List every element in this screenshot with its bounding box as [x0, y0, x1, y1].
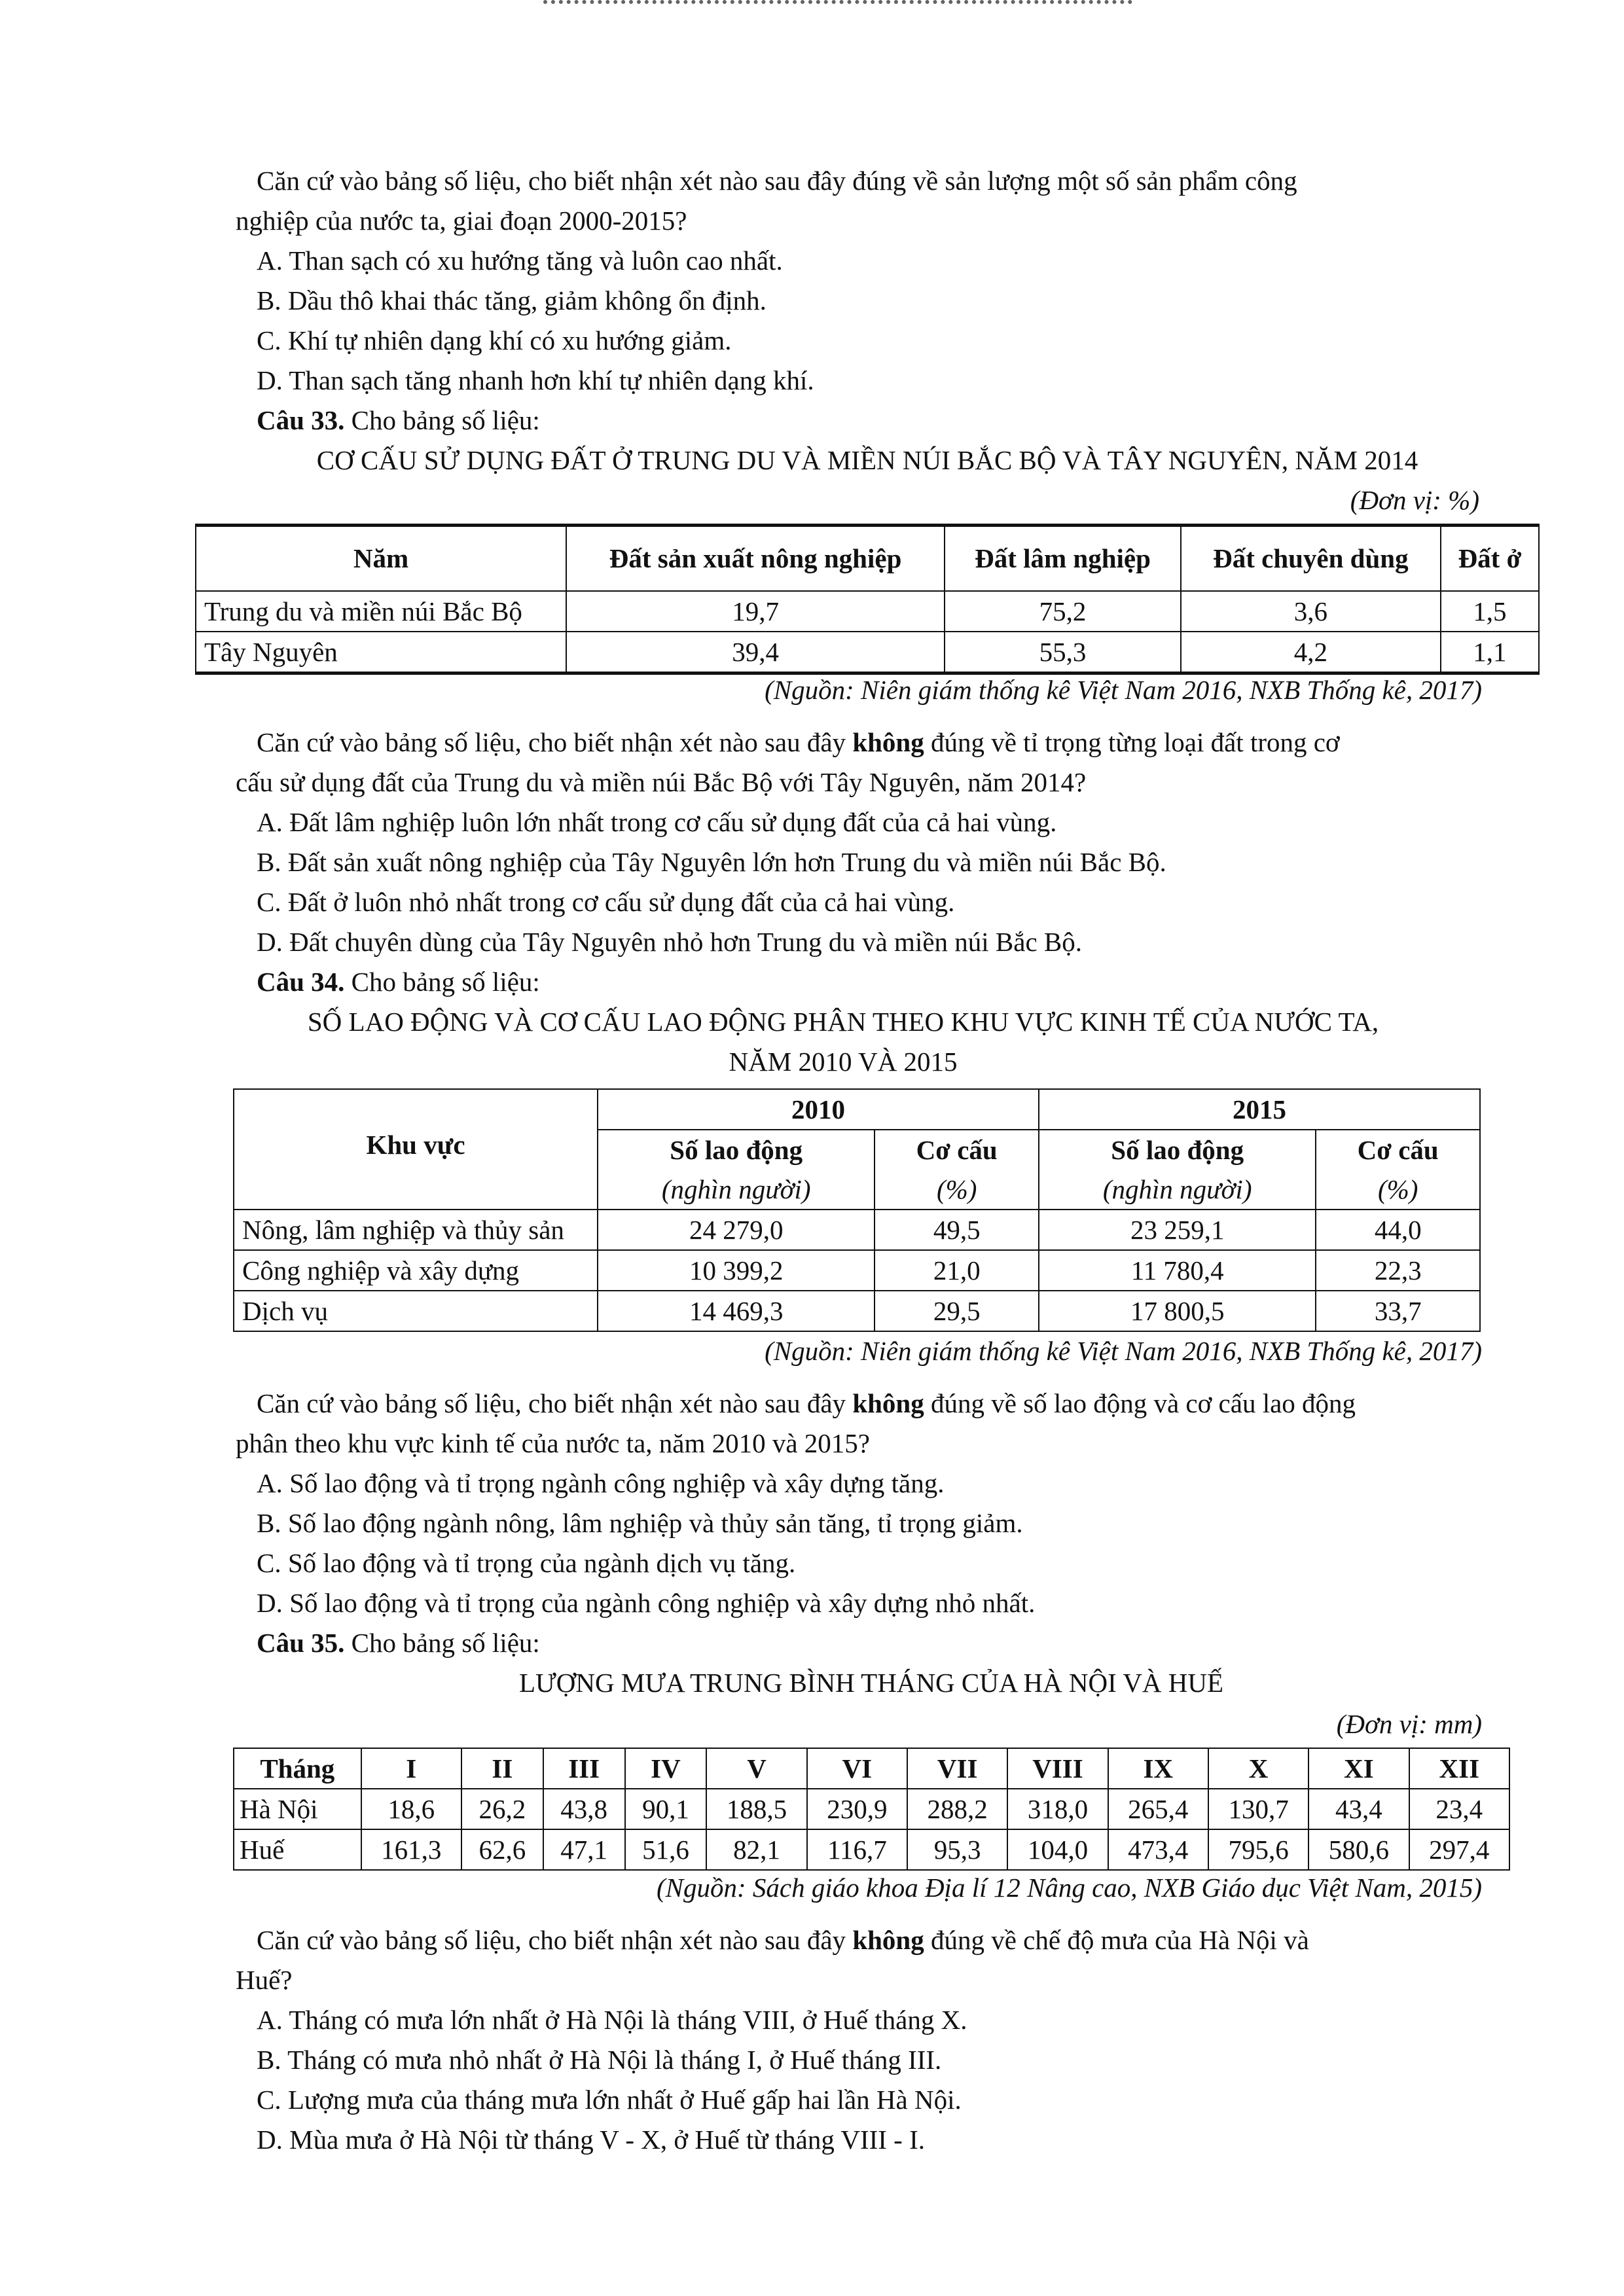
table-row — [234, 1250, 1480, 1291]
cell: 33,7 — [1316, 1291, 1480, 1331]
q32-stem-line1: Căn cứ vào bảng số liệu, cho biết nhận xét nào sau đây đúng về sản lượng một số sản phẩm công — [257, 166, 1297, 196]
q35-header: II — [461, 1748, 543, 1789]
q35-header: IX — [1108, 1748, 1208, 1789]
q32-option-b: B. Dầu thô khai thác tăng, giảm không ổn định. — [257, 285, 767, 315]
cell: 3,6 — [1181, 591, 1441, 632]
q33-table — [195, 524, 1540, 675]
cell: Trung du và miền núi Bắc Bộ — [196, 591, 566, 632]
cell: 29,5 — [875, 1291, 1039, 1331]
q33-intro: Cho bảng số liệu: — [344, 405, 540, 435]
q35-heading: Câu 35. Cho bảng số liệu: — [257, 1628, 540, 1658]
cell: 318,0 — [1007, 1789, 1108, 1829]
cell: 10 399,2 — [598, 1250, 875, 1291]
q34-unit: (%) — [1316, 1170, 1480, 1210]
q33-label: Câu 33. — [257, 405, 345, 435]
table-row — [234, 1789, 1509, 1829]
q33-source: (Nguồn: Niên giám thống kê Việt Nam 2016, NXB Thống kê, 2017) — [765, 675, 1482, 705]
q34-option-c: C. Số lao động và tỉ trọng của ngành dịch vụ tăng. — [257, 1548, 796, 1578]
q34-unit: (nghìn người) — [1039, 1170, 1316, 1210]
cell: 580,6 — [1308, 1829, 1409, 1870]
q34-unit: (nghìn người) — [598, 1170, 875, 1210]
q33-heading — [257, 404, 1507, 436]
cell: 43,4 — [1308, 1789, 1409, 1829]
q33-header: Đất ở — [1441, 526, 1539, 591]
cell: 17 800,5 — [1039, 1291, 1316, 1331]
cell: Tây Nguyên — [196, 632, 566, 673]
q34-header-share: Cơ cấu — [875, 1130, 1039, 1170]
cell: 47,1 — [543, 1829, 625, 1870]
cell: 161,3 — [361, 1829, 461, 1870]
cell: 62,6 — [461, 1829, 543, 1870]
q35-header: III — [543, 1748, 625, 1789]
cell: 90,1 — [625, 1789, 707, 1829]
q32-option-d: D. Than sạch tăng nhanh hơn khí tự nhiên dạng khí. — [257, 365, 814, 395]
table-row — [234, 1291, 1480, 1331]
table-row — [234, 1829, 1509, 1870]
cell: 26,2 — [461, 1789, 543, 1829]
cell: Công nghiệp và xây dựng — [234, 1250, 598, 1291]
q35-table — [233, 1748, 1510, 1871]
q33-table-title: CƠ CẤU SỬ DỤNG ĐẤT Ở TRUNG DU VÀ MIỀN NÚI BẮC BỘ VÀ TÂY NGUYÊN, NĂM 2014 — [316, 445, 1418, 475]
q34-header-share: Cơ cấu — [1316, 1130, 1480, 1170]
q35-unit: (Đơn vị: mm) — [1336, 1709, 1482, 1739]
cell: 4,2 — [1181, 632, 1441, 673]
q33-header: Đất chuyên dùng — [1181, 526, 1441, 591]
q34-unit: (%) — [875, 1170, 1039, 1210]
q35-header: XI — [1308, 1748, 1409, 1789]
cell: 82,1 — [706, 1829, 806, 1870]
q35-header: VI — [807, 1748, 907, 1789]
table-row — [234, 1210, 1480, 1250]
q35-option-a: A. Tháng có mưa lớn nhất ở Hà Nội là tháng VIII, ở Huế tháng X. — [257, 2005, 967, 2035]
q34-header-region: Khu vực — [234, 1089, 598, 1210]
cell: 51,6 — [625, 1829, 707, 1870]
q33-header: Năm — [196, 526, 566, 591]
q35-stem-line2: Huế? — [236, 1965, 293, 1995]
q33-option-c: C. Đất ở luôn nhỏ nhất trong cơ cấu sử dụng đất của cả hai vùng. — [257, 887, 955, 917]
q33-stem-line2: cấu sử dụng đất của Trung du và miền núi Bắc Bộ với Tây Nguyên, năm 2014? — [236, 767, 1087, 797]
q33-header: Đất sản xuất nông nghiệp — [566, 526, 945, 591]
q35-header: VII — [907, 1748, 1007, 1789]
cell: 43,8 — [543, 1789, 625, 1829]
cell: 1,1 — [1441, 632, 1539, 673]
q35-table-title: LƯỢNG MƯA TRUNG BÌNH THÁNG CỦA HÀ NỘI VÀ HUẾ — [518, 1668, 1224, 1698]
q33-option-d: D. Đất chuyên dùng của Tây Nguyên nhỏ hơn Trung du và miền núi Bắc Bộ. — [257, 927, 1083, 957]
cell: Nông, lâm nghiệp và thủy sản — [234, 1210, 598, 1250]
cell: 95,3 — [907, 1829, 1007, 1870]
cell: 188,5 — [706, 1789, 806, 1829]
q34-heading: Câu 34. Cho bảng số liệu: — [257, 967, 540, 997]
cell: 473,4 — [1108, 1829, 1208, 1870]
q34-title-line1: SỐ LAO ĐỘNG VÀ CƠ CẤU LAO ĐỘNG PHÂN THEO KHU VỰC KINH TẾ CỦA NƯỚC TA, — [307, 1007, 1379, 1037]
cell: 21,0 — [875, 1250, 1039, 1291]
cell: 230,9 — [807, 1789, 907, 1829]
q34-header-2010: 2010 — [598, 1089, 1039, 1130]
q34-option-d: D. Số lao động và tỉ trọng của ngành công nghiệp và xây dựng nhỏ nhất. — [257, 1588, 1036, 1618]
cell: 265,4 — [1108, 1789, 1208, 1829]
cell: 19,7 — [566, 591, 945, 632]
q34-header-workers: Số lao động — [1039, 1130, 1316, 1170]
q34-stem-line2: phân theo khu vực kinh tế của nước ta, năm 2010 và 2015? — [236, 1428, 871, 1458]
q35-option-b: B. Tháng có mưa nhỏ nhất ở Hà Nội là tháng I, ở Huế tháng III. — [257, 2045, 942, 2075]
cell: 14 469,3 — [598, 1291, 875, 1331]
q35-header: X — [1208, 1748, 1308, 1789]
cell: 24 279,0 — [598, 1210, 875, 1250]
q34-option-a: A. Số lao động và tỉ trọng ngành công nghiệp và xây dựng tăng. — [257, 1468, 945, 1498]
q34-option-b: B. Số lao động ngành nông, lâm nghiệp và thủy sản tăng, tỉ trọng giảm. — [257, 1508, 1023, 1538]
cell: 39,4 — [566, 632, 945, 673]
cell: 1,5 — [1441, 591, 1539, 632]
cell: Hà Nội — [234, 1789, 361, 1829]
q35-option-c: C. Lượng mưa của tháng mưa lớn nhất ở Huế gấp hai lần Hà Nội. — [257, 2085, 962, 2115]
q32-option-a: A. Than sạch có xu hướng tăng và luôn cao nhất. — [257, 245, 783, 276]
cell: 104,0 — [1007, 1829, 1108, 1870]
q33-stem-line1: Căn cứ vào bảng số liệu, cho biết nhận xét nào sau đây không đúng về tỉ trọng từng loại đất trong cơ — [257, 727, 1340, 757]
q34-table — [233, 1088, 1481, 1332]
cell: 288,2 — [907, 1789, 1007, 1829]
table-row — [196, 591, 1539, 632]
q34-stem-line1: Căn cứ vào bảng số liệu, cho biết nhận xét nào sau đây không đúng về số lao động và cơ cấu lao động — [257, 1388, 1356, 1418]
cell: 22,3 — [1316, 1250, 1480, 1291]
q33-unit: (Đơn vị: %) — [1350, 485, 1479, 515]
q32-option-c: C. Khí tự nhiên dạng khí có xu hướng giảm. — [257, 325, 732, 355]
table-row — [196, 632, 1539, 673]
cell: Dịch vụ — [234, 1291, 598, 1331]
cell: 795,6 — [1208, 1829, 1308, 1870]
q33-option-a: A. Đất lâm nghiệp luôn lớn nhất trong cơ cấu sử dụng đất của cả hai vùng. — [257, 807, 1057, 837]
cell: 130,7 — [1208, 1789, 1308, 1829]
q33-option-b: B. Đất sản xuất nông nghiệp của Tây Nguyên lớn hơn Trung du và miền núi Bắc Bộ. — [257, 847, 1166, 877]
cell: 44,0 — [1316, 1210, 1480, 1250]
q34-header-2015: 2015 — [1039, 1089, 1480, 1130]
q35-source: (Nguồn: Sách giáo khoa Địa lí 12 Nâng cao, NXB Giáo dục Việt Nam, 2015) — [657, 1873, 1482, 1903]
cell: 11 780,4 — [1039, 1250, 1316, 1291]
cell: 23,4 — [1409, 1789, 1509, 1829]
cell: 55,3 — [945, 632, 1181, 673]
cell: 23 259,1 — [1039, 1210, 1316, 1250]
cell: 297,4 — [1409, 1829, 1509, 1870]
q35-header: XII — [1409, 1748, 1509, 1789]
q32-stem-line2: nghiệp của nước ta, giai đoạn 2000-2015? — [236, 206, 687, 236]
q35-header: I — [361, 1748, 461, 1789]
q34-title-line2: NĂM 2010 VÀ 2015 — [729, 1047, 958, 1077]
q34-source: (Nguồn: Niên giám thống kê Việt Nam 2016, NXB Thống kê, 2017) — [765, 1336, 1482, 1366]
cell: 116,7 — [807, 1829, 907, 1870]
q35-header: Tháng — [234, 1748, 361, 1789]
q35-header: IV — [625, 1748, 707, 1789]
cell: 75,2 — [945, 591, 1181, 632]
q35-stem-line1: Căn cứ vào bảng số liệu, cho biết nhận xét nào sau đây không đúng về chế độ mưa của Hà Nội và — [257, 1925, 1309, 1955]
q34-header-workers: Số lao động — [598, 1130, 875, 1170]
q35-header: V — [706, 1748, 806, 1789]
cell: 49,5 — [875, 1210, 1039, 1250]
cell: 18,6 — [361, 1789, 461, 1829]
q35-header: VIII — [1007, 1748, 1108, 1789]
q35-option-d: D. Mùa mưa ở Hà Nội từ tháng V - X, ở Huế từ tháng VIII - I. — [257, 2125, 925, 2155]
q33-header: Đất lâm nghiệp — [945, 526, 1181, 591]
page-header-cropped — [543, 0, 1132, 13]
cell: Huế — [234, 1829, 361, 1870]
